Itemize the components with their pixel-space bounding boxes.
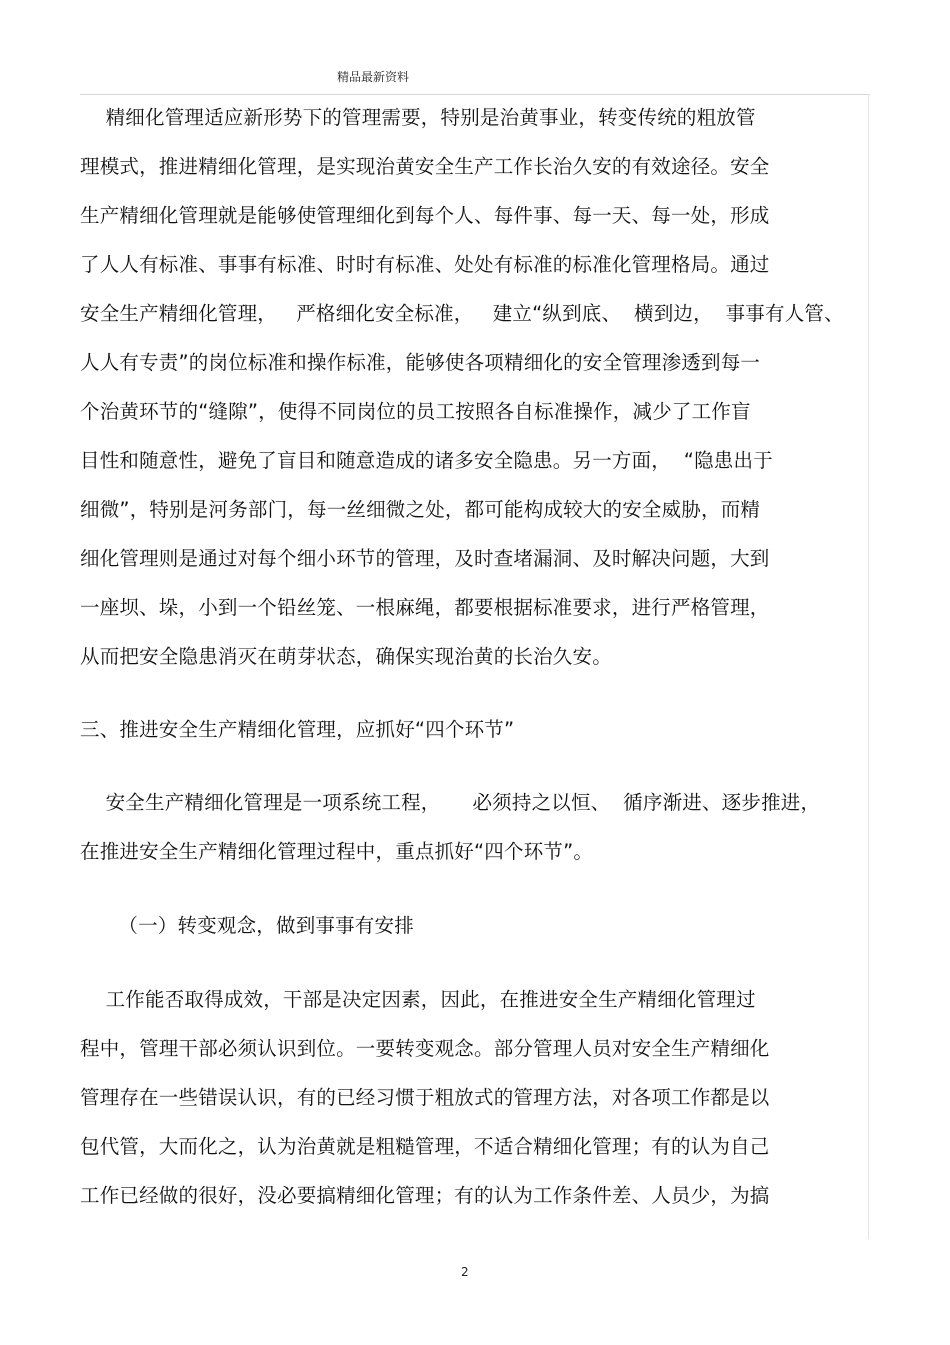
- page-number: 2: [461, 1265, 469, 1279]
- paragraph-line: 精细化管理适应新形势下的管理需要，特别是治黄事业，转变传统的粗放管: [80, 106, 756, 129]
- paragraph-line: 从而把安全隐患消灭在萌芽状态，确保实现治黄的长治久安。: [80, 645, 612, 668]
- paragraph-line: 细微”，特别是河务部门，每一丝细微之处，都可能构成较大的安全威胁，而精: [80, 498, 761, 521]
- paragraph-line: 一座坝、垛，小到一个铅丝笼、一根麻绳，都要根据标准要求，进行严格管理，: [80, 596, 770, 619]
- page-edge-rule: [868, 94, 869, 1239]
- header-rule: [80, 94, 870, 95]
- paragraph-line: 工作能否取得成效，干部是决定因素，因此，在推进安全生产精细化管理过: [80, 988, 756, 1011]
- paragraph-line: 管理存在一些错误认识，有的已经习惯于粗放式的管理方法，对各项工作都是以: [80, 1086, 770, 1109]
- paragraph-line: 理模式，推进精细化管理，是实现治黄安全生产工作长治久安的有效途径。安全: [80, 155, 770, 178]
- paragraph-line: 包代管，大而化之，认为治黄就是粗糙管理，不适合精细化管理；有的认为自己: [80, 1135, 770, 1158]
- paragraph-line: 程中，管理干部必须认识到位。一要转变观念。部分管理人员对安全生产精细化: [80, 1037, 770, 1060]
- paragraph-line: 人人有专责”的岗位标准和操作标准，能够使各项精细化的安全管理渗透到每一: [80, 351, 761, 374]
- paragraph-line: 了人人有标准、事事有标准、时时有标准、处处有标准的标准化管理格局。通过: [80, 253, 770, 276]
- paragraph-line: 安全生产精细化管理是一项系统工程， 必须持之以恒、 循序渐进、逐步推进，: [80, 791, 821, 814]
- section-heading: 三、推进安全生产精细化管理，应抓好“四个环节”: [80, 718, 515, 741]
- paragraph-line: 目性和随意性，避免了盲目和随意造成的诸多安全隐患。另一方面， “隐患出于: [80, 449, 773, 472]
- paragraph-line: 细化管理则是通过对每个细小环节的管理，及时查堵漏洞、及时解决问题，大到: [80, 547, 770, 570]
- paragraph-line: 个治黄环节的“缝隙”，使得不同岗位的员工按照各自标准操作，减少了工作盲: [80, 400, 751, 423]
- page-header: 精品最新资料: [337, 70, 410, 84]
- paragraph-line: 生产精细化管理就是能够使管理细化到每个人、每件事、每一天、每一处，形成: [80, 204, 770, 227]
- paragraph-line: 工作已经做的很好，没必要搞精细化管理；有的认为工作条件差、人员少，为搞: [80, 1184, 770, 1207]
- subsection-heading: （一）转变观念，做到事事有安排: [80, 914, 414, 937]
- paragraph-line: 在推进安全生产精细化管理过程中，重点抓好“四个环节”。: [80, 840, 594, 863]
- paragraph-line: 安全生产精细化管理， 严格细化安全标准， 建立“纵到底、 横到边， 事事有人管、: [80, 302, 844, 325]
